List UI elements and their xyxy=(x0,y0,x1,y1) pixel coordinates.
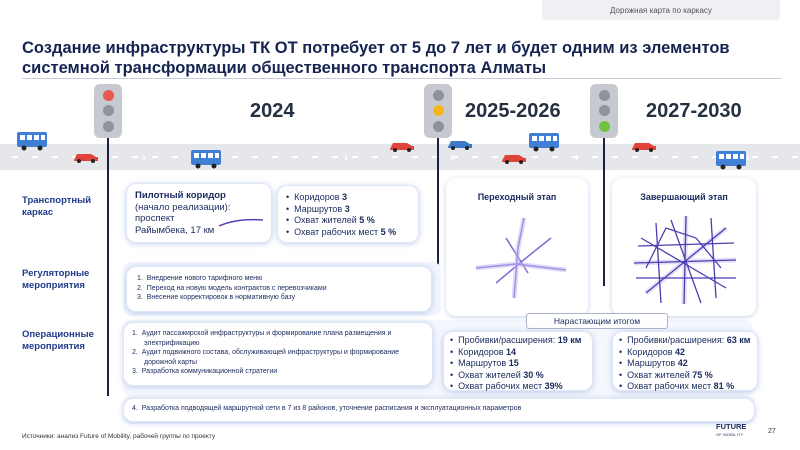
bottom-item-box xyxy=(123,398,755,422)
road-dash xyxy=(752,156,758,158)
stat-value: 30 % xyxy=(523,369,544,380)
footer-source: Источники: анализ Future of Mobility, рабочей группы по проекту xyxy=(22,433,216,440)
stat-label: Охват жителей xyxy=(627,369,693,380)
stat-item xyxy=(450,347,586,359)
road-arrow-icon: › xyxy=(142,150,146,164)
bus-icon xyxy=(715,150,747,170)
road-dash xyxy=(332,156,338,158)
stat-item xyxy=(286,192,410,204)
list-item-text: Внедрение нового тарифного меню xyxy=(146,275,263,282)
car-red-icon xyxy=(72,150,100,164)
final-stats-box xyxy=(612,331,758,391)
stat-label: Маршрутов xyxy=(627,358,678,368)
road-arrow-icon: › xyxy=(746,150,750,164)
transition-panel xyxy=(446,178,588,316)
traffic-lamp-bottom xyxy=(103,121,114,132)
pilot-line3: Райымбека, 17 км xyxy=(135,224,215,236)
list-item-text: Внесение корректировок в нормативную базу xyxy=(146,294,296,301)
corridor-route-icon xyxy=(217,216,267,230)
list-item-number: 3. xyxy=(137,294,147,301)
road-dash xyxy=(632,156,638,158)
bus-icon xyxy=(190,149,222,169)
road-dash xyxy=(492,156,498,158)
stat-item xyxy=(286,227,410,239)
pilot-line1: (начало реализации): xyxy=(135,201,231,213)
traffic-lamp-middle xyxy=(433,105,444,116)
stat-item xyxy=(286,215,410,227)
list-item-text: Разработка коммуникационной стратегии xyxy=(141,368,278,375)
timeline-pole-2027 xyxy=(603,138,605,286)
final-stats-list xyxy=(619,335,751,393)
car-red-icon xyxy=(500,151,528,165)
list-item-number: 3. xyxy=(132,368,142,375)
road-dash xyxy=(792,156,798,158)
road-arrow-icon: › xyxy=(575,150,579,164)
traffic-lamp-top xyxy=(599,90,610,101)
transition-title: Переходный этап xyxy=(477,192,557,202)
roadmap-tag: Дорожная карта по каркасу xyxy=(542,0,780,20)
title-divider xyxy=(22,78,782,79)
stat-value: 39% xyxy=(544,381,563,391)
road-dash xyxy=(592,156,598,158)
list-item-number: 2. xyxy=(132,349,142,356)
list-item-number: 2. xyxy=(137,284,147,292)
stat-label: Пробивки/расширения: xyxy=(458,335,558,345)
stat-label: Маршрутов xyxy=(294,203,345,214)
car-blue-icon xyxy=(446,137,474,151)
list-item xyxy=(137,274,421,284)
transition-network-map xyxy=(466,208,576,308)
stat-value: 15 xyxy=(508,358,519,368)
list-item-number: 1. xyxy=(137,275,147,282)
stat-label: Охват жителей xyxy=(458,369,524,380)
road-dash xyxy=(652,156,658,158)
road-dash xyxy=(412,156,418,158)
traffic-light-green xyxy=(590,84,618,138)
row-label-regulatory: Регуляторные мероприятия xyxy=(22,268,90,291)
pilot-line2: проспект xyxy=(135,213,175,224)
car-red-icon xyxy=(388,139,416,153)
road-dash xyxy=(472,156,478,158)
list-item-number: 1. xyxy=(132,330,142,337)
stat-label: Коридоров xyxy=(458,346,506,357)
stat-label: Охват рабочих мест xyxy=(627,381,714,391)
list-item xyxy=(132,329,424,348)
transition-stats-list xyxy=(450,335,586,393)
list-item-text: Аудит пассажирской инфраструктуры и формирование плана размещения и электрификацию xyxy=(141,330,392,347)
stat-label: Пробивки/расширения: xyxy=(627,335,727,345)
road-dash xyxy=(672,156,678,158)
cumulative-label: Нарастающим итогом xyxy=(526,313,668,329)
stat-value: 14 xyxy=(506,346,517,357)
road-dash xyxy=(272,156,278,158)
traffic-lamp-top xyxy=(433,90,444,101)
road-dash xyxy=(392,156,398,158)
year-2027-2030: 2027-2030 xyxy=(646,100,742,122)
operational-list xyxy=(132,329,424,377)
stat-value: 42 xyxy=(675,346,686,357)
stat-label: Охват рабочих мест xyxy=(458,381,545,391)
pilot-stats-list xyxy=(286,192,410,238)
traffic-light-yellow xyxy=(424,84,452,138)
stat-value: 3 xyxy=(342,192,348,202)
regulatory-box xyxy=(126,266,432,312)
final-panel xyxy=(612,178,756,316)
list-item xyxy=(137,293,421,303)
brand-line2: OF MOBILITY xyxy=(716,431,744,437)
stat-label: Коридоров xyxy=(294,192,342,202)
bottom-item-number: 4. xyxy=(132,405,142,412)
brand-logo xyxy=(716,423,760,438)
road-dash xyxy=(372,156,378,158)
road-dash xyxy=(532,156,538,158)
road-dash xyxy=(232,156,238,158)
stat-item xyxy=(286,204,410,216)
stat-value: 63 км xyxy=(726,335,751,345)
stat-value: 5 % xyxy=(380,226,397,237)
traffic-lamp-middle xyxy=(599,105,610,116)
road-dash xyxy=(292,156,298,158)
stat-item xyxy=(619,381,751,393)
road-dash xyxy=(552,156,558,158)
final-title: Завершающий этап xyxy=(640,192,728,202)
stat-value: 19 км xyxy=(557,335,582,345)
traffic-lamp-top xyxy=(103,90,114,101)
car-red-icon xyxy=(630,139,658,153)
stat-value: 3 xyxy=(344,203,350,214)
row-label-operational: Операционные мероприятия xyxy=(22,329,94,352)
road-dash xyxy=(612,156,618,158)
stat-value: 5 % xyxy=(359,215,375,225)
stat-label: Охват рабочих мест xyxy=(294,226,381,237)
operational-box xyxy=(123,322,433,386)
road-dash xyxy=(692,156,698,158)
stat-value: 75 % xyxy=(692,369,713,380)
stat-item xyxy=(450,358,586,370)
road-dash xyxy=(152,156,158,158)
road-arrow-icon: › xyxy=(450,150,454,164)
stat-item xyxy=(450,370,586,382)
bus-icon xyxy=(16,131,48,151)
road-dash xyxy=(352,156,358,158)
list-item xyxy=(132,348,424,367)
road-dash xyxy=(132,156,138,158)
transition-stats-box xyxy=(443,331,593,391)
row-label-framework: Транспортный каркас xyxy=(22,195,92,218)
traffic-light-red xyxy=(94,84,122,138)
stat-item xyxy=(619,347,751,359)
road-dash xyxy=(172,156,178,158)
list-item xyxy=(132,367,424,377)
stat-item xyxy=(619,370,751,382)
stat-label: Маршрутов xyxy=(458,358,509,368)
bus-icon xyxy=(528,132,560,152)
pilot-stats-box xyxy=(277,185,419,243)
traffic-lamp-bottom xyxy=(433,121,444,132)
list-item-text: Переход на новую модель контрактов с перевозчиками xyxy=(146,284,327,292)
stat-label: Коридоров xyxy=(627,346,675,357)
stat-label: Охват жителей xyxy=(294,215,360,225)
road-dash xyxy=(772,156,778,158)
pilot-heading: Пилотный коридор xyxy=(135,190,226,201)
year-2025-2026: 2025-2026 xyxy=(465,100,561,122)
road-dash xyxy=(252,156,258,158)
road-dash xyxy=(112,156,118,158)
list-item-text: Аудит подвижного состава, обслуживающей инфраструктуры и формирование дорожной карты xyxy=(141,349,400,366)
stat-item xyxy=(619,358,751,370)
regulatory-list xyxy=(137,274,421,303)
road-arrow-icon: › xyxy=(344,150,348,164)
road-dash xyxy=(12,156,18,158)
road-dash xyxy=(312,156,318,158)
page-number: 27 xyxy=(768,428,776,435)
stat-item xyxy=(619,335,751,347)
bottom-item-text: Разработка подводящей маршрутной сети в 7 из 8 районов, уточнение расписания и эксплуатационных параметров xyxy=(141,405,522,412)
stat-value: 42 xyxy=(677,358,688,368)
stat-value: 81 % xyxy=(713,381,735,391)
year-2024: 2024 xyxy=(250,100,295,122)
stat-item xyxy=(450,335,586,347)
pilot-corridor-box xyxy=(126,183,272,243)
road-dash xyxy=(52,156,58,158)
traffic-lamp-bottom xyxy=(599,121,610,132)
page-title: Создание инфраструктуры ТК ОТ потребует от 5 до 7 лет и будет одним из элементов системной трансформации общественного транспорта Алматы xyxy=(22,39,730,77)
stat-item xyxy=(450,381,586,393)
list-item xyxy=(137,284,421,294)
final-network-map xyxy=(626,208,746,308)
road-dash xyxy=(32,156,38,158)
timeline-pole-2024 xyxy=(107,138,109,396)
traffic-lamp-middle xyxy=(103,105,114,116)
brand-line1: FUTURE xyxy=(716,422,747,431)
